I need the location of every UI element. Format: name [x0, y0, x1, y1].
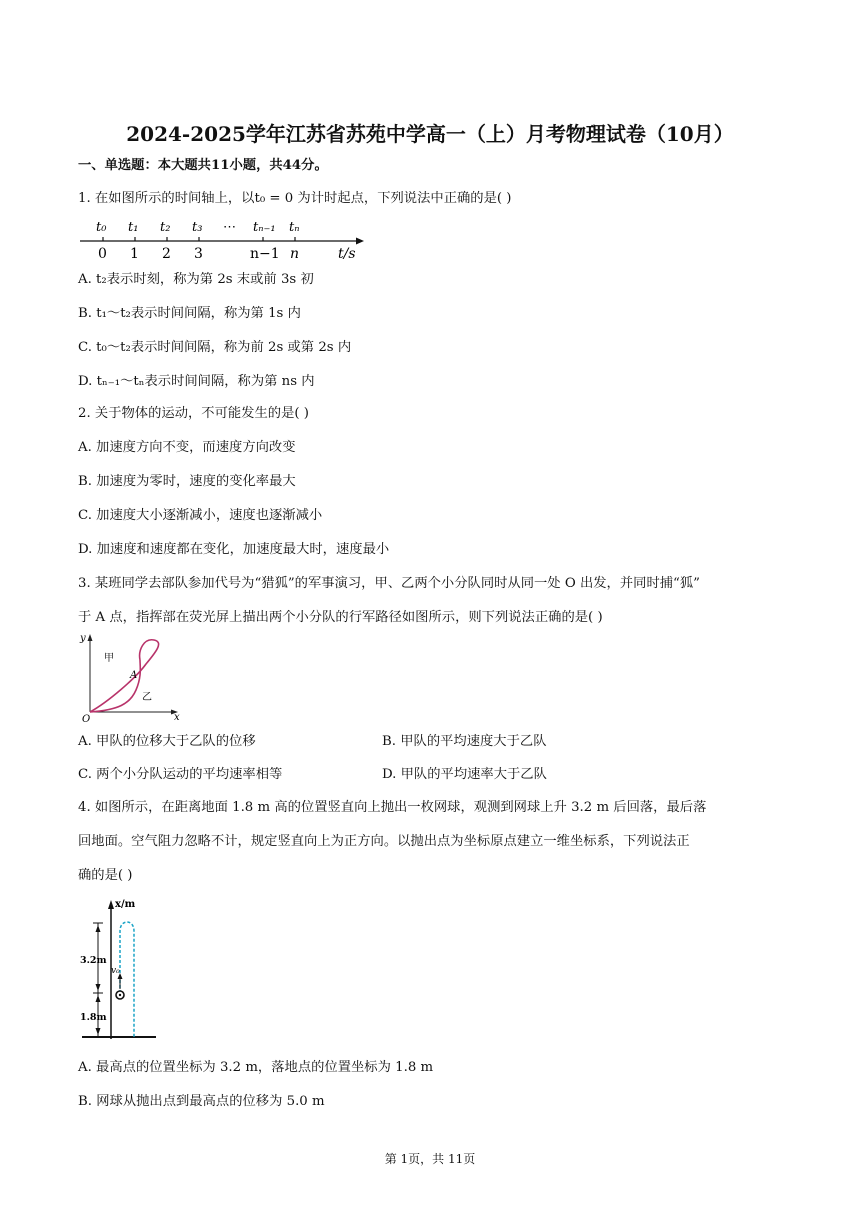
page-title: 2024-2025学年江苏省苏苑中学高一（上）月考物理试卷（10月） [126, 122, 734, 146]
question-3-option-a: A. 甲队的位移大于乙队的位移 [78, 734, 256, 749]
tick-label-top: t₁ [128, 220, 139, 235]
tick-label-top: t₃ [192, 220, 203, 235]
question-1-option-b: B. t₁～t₂表示时间间隔，称为第 1s 内 [78, 306, 301, 321]
axis-label-x-m: x/m [115, 899, 136, 910]
tick-label-bottom: 2 [162, 246, 171, 262]
question-2-option-a: A. 加速度方向不变，而速度方向改变 [78, 440, 296, 455]
section-heading: 一、单选题：本大题共11小题，共44分。 [78, 158, 328, 173]
ball-throw-figure [78, 897, 168, 1043]
tick-label-bottom: n−1 [250, 246, 280, 262]
question-4-option-a: A. 最高点的位置坐标为 3.2 m，落地点的位置坐标为 1.8 m [78, 1060, 434, 1075]
question-4-stem-line3: 确的是( ) [78, 868, 133, 883]
axis-y-label: y [80, 633, 86, 644]
question-1-option-a: A. t₂表示时刻，称为第 2s 末或前 3s 初 [78, 272, 314, 287]
question-3-option-d: D. 甲队的平均速率大于乙队 [382, 767, 547, 782]
height-lower-label: 1.8m [80, 1012, 107, 1023]
question-3-option-b: B. 甲队的平均速度大于乙队 [382, 734, 547, 749]
question-3-option-c: C. 两个小分队运动的平均速率相等 [78, 767, 283, 782]
tick-label-top: tₙ₋₁ [253, 220, 276, 235]
question-1-option-c: C. t₀～t₂表示时间间隔，称为前 2s 或第 2s 内 [78, 340, 352, 355]
timeline-figure [78, 212, 378, 264]
tick-label-bottom: 3 [194, 246, 203, 262]
path-diagram-figure [78, 632, 188, 724]
axis-x-label: x [174, 712, 180, 723]
tick-label-top: t₂ [160, 220, 171, 235]
question-4-option-b: B. 网球从抛出点到最高点的位移为 5.0 m [78, 1094, 325, 1109]
question-3-stem-line1: 3. 某班同学去部队参加代号为“猎狐”的军事演习，甲、乙两个小分队同时从同一处 O 出发，并同时捕“狐” [78, 576, 700, 591]
question-3-stem-line2: 于 A 点，指挥部在荧光屏上描出两个小分队的行军路径如图所示，则下列说法正确的是( ) [78, 610, 603, 625]
question-2-option-d: D. 加速度和速度都在变化，加速度最大时，速度最小 [78, 542, 390, 557]
path-yi-label: 乙 [142, 692, 152, 703]
axis-unit-label: t/s [338, 246, 356, 262]
question-1-stem: 1. 在如图所示的时间轴上，以t₀ = 0 为计时起点，下列说法中正确的是( ) [78, 191, 512, 206]
page-footer: 第 1页，共 11页 [384, 1152, 476, 1166]
question-1-option-d: D. tₙ₋₁～tₙ表示时间间隔，称为第 ns 内 [78, 374, 315, 389]
question-4-stem-line2: 回地面。空气阻力忽略不计，规定竖直向上为正方向。以抛出点为坐标原点建立一维坐标系，下列说法正 [78, 834, 690, 849]
height-upper-label: 3.2m [80, 955, 107, 966]
point-a-label: A [130, 670, 138, 681]
question-2-option-b: B. 加速度为零时，速度的变化率最大 [78, 474, 296, 489]
velocity-label: v₀ [111, 966, 120, 976]
path-jia-label: 甲 [104, 653, 114, 664]
tick-label-top: tₙ [289, 220, 300, 235]
origin-label: O [82, 714, 91, 724]
tick-label-bottom: n [290, 246, 300, 262]
question-2-option-c: C. 加速度大小逐渐减小，速度也逐渐减小 [78, 508, 323, 523]
question-2-stem: 2. 关于物体的运动，不可能发生的是( ) [78, 406, 309, 421]
tick-label-bottom: 1 [130, 246, 139, 262]
tick-label-bottom: 0 [98, 246, 107, 262]
tick-label-top: ⋯ [223, 220, 236, 235]
tick-label-top: t₀ [96, 220, 107, 235]
question-4-stem-line1: 4. 如图所示，在距离地面 1.8 m 高的位置竖直向上抛出一枚网球，观测到网球上升 3.2 m 后回落，最后落 [78, 800, 707, 815]
